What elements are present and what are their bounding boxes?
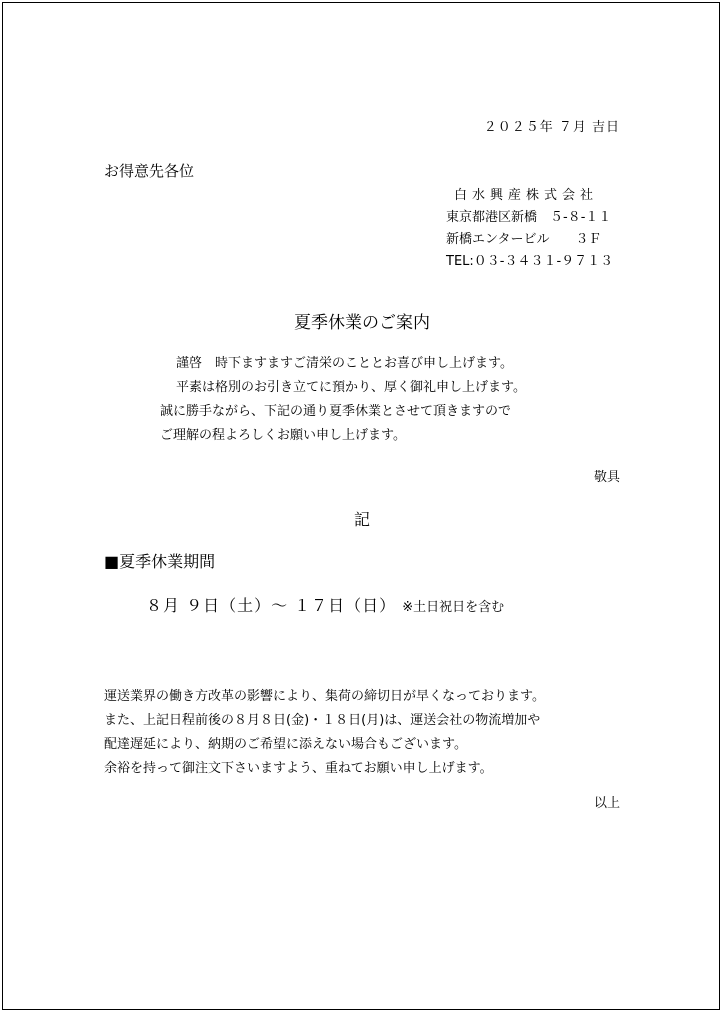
sender-tel: TEL:０３-３４３１-９７１３ <box>446 254 614 269</box>
notice-block <box>104 685 545 781</box>
sender-block <box>446 185 613 273</box>
recipient: お得意先各位 <box>104 162 195 180</box>
greeting-line: 謹啓 時下ますますご清栄のこととお喜び申し上げます。 <box>176 356 513 371</box>
sender-company: 白水興産株式会社 <box>454 188 599 203</box>
notice-line: 配達遅延により、納期のご希望に添えない場合もございます。 <box>104 737 467 752</box>
notice-line: 余裕を持って御注文下さいますよう、重ねてお願い申し上げます。 <box>104 761 493 776</box>
closing-word: 敬具 <box>593 470 620 485</box>
ki-heading: 記 <box>353 510 370 529</box>
notice-line: また、上記日程前後の８月８日(金)・１８日(月)は、運送会社の物流増加や <box>104 713 541 728</box>
greeting-line: 平素は格別のお引き立てに預かり、厚く御礼申し上げます。 <box>176 380 526 395</box>
greeting-line: 誠に勝手ながら、下記の通り夏季休業とさせて頂きますので <box>160 404 512 419</box>
holiday-period-range: ８月 ９日（土）～ １７日（日） <box>146 596 397 615</box>
section-heading: ■夏季休業期間 <box>104 552 216 571</box>
sender-address-line2: 新橋エンタービル ３Ｆ <box>446 232 602 247</box>
greeting-block <box>160 352 526 448</box>
page-border <box>2 2 720 1010</box>
sender-address-line1: 東京都港区新橋 ５-８-１１ <box>446 210 612 225</box>
holiday-period <box>146 598 504 614</box>
document-date: ２０２５年 ７月 吉日 <box>483 120 620 135</box>
greeting-line: ご理解の程よろしくお願い申し上げます。 <box>160 428 406 443</box>
end-word: 以上 <box>593 796 620 811</box>
document-title: 夏季休業のご案内 <box>294 313 430 333</box>
notice-line: 運送業界の働き方改革の影響により、集荷の締切日が早くなっております。 <box>104 689 545 704</box>
holiday-period-note: ※土日祝日を含む <box>402 600 505 615</box>
